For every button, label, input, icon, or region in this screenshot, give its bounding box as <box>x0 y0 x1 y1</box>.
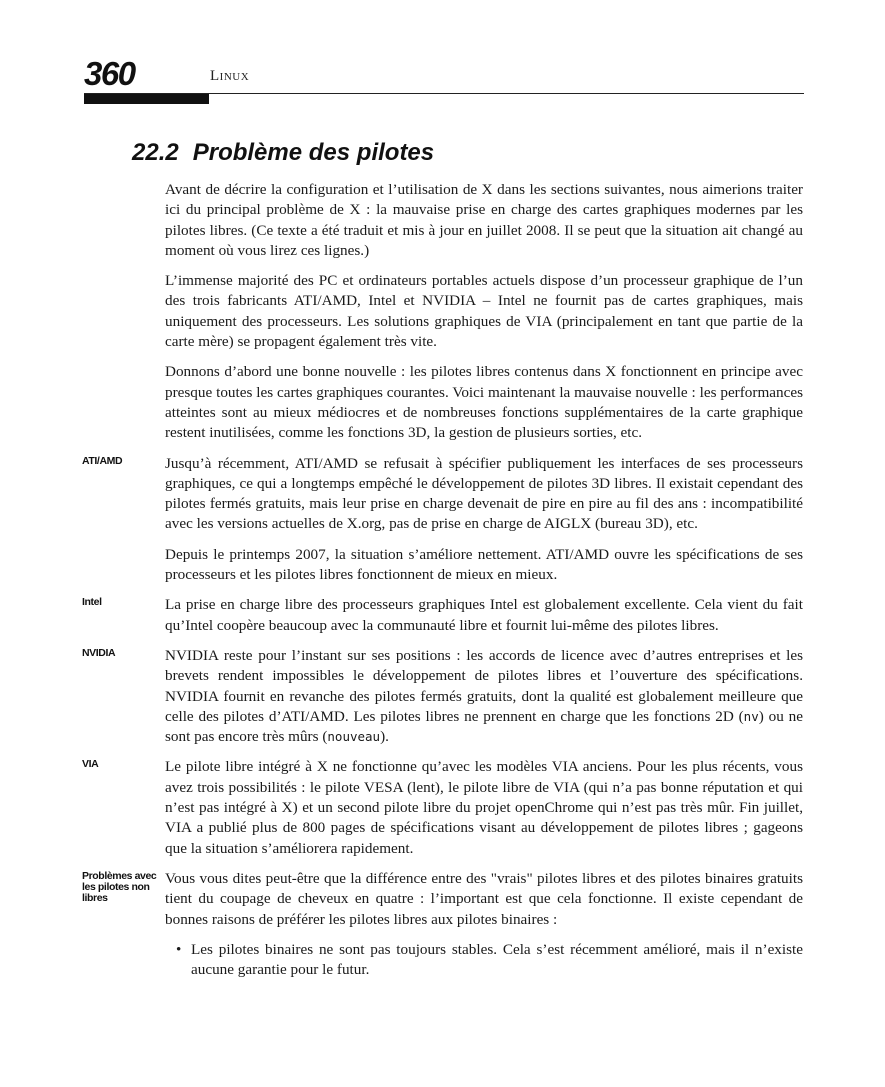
margin-note-ati-amd: ATI/AMD <box>82 454 123 467</box>
paragraph-nonfree-problems <box>82 869 803 930</box>
list-item: • Les pilotes binaires ne sont pas toujours stables. Cela s’est récemment amélioré, mais il n’existe aucune garantie pour le futur. <box>165 940 803 981</box>
section-number: 22.2 <box>132 139 179 166</box>
paragraph-text: La prise en charge libre des processeurs graphiques Intel est globalement excellente. Cela vient du fait qu’Intel coopère beaucoup avec la communauté libre et fournit lui-même des pilotes libres. <box>165 596 803 634</box>
paragraph-text: L’immense majorité des PC et ordinateurs portables actuels dispose d’un processeur graphique de l’un des trois fabricants ATI/AMD, Intel et NVIDIA – Intel ne fournit pas de cartes graphiques, mais uniquement des processeurs. Les solutions graphiques de VIA (principalement en tant que partie de la carte mère) se propagent également très vite. <box>165 272 803 351</box>
code-nv: nv <box>743 708 759 724</box>
paragraph-intel <box>82 595 803 636</box>
paragraph-text: Le pilote libre intégré à X ne fonctionne qu’avec les modèles VIA anciens. Pour les plus récents, vous avez trois possibilités : le pilote VESA (lent), le pilote libre de VIA (qui n’a pas bonne réputation et qui n’est pas intégré à X) et un second pilote libre du projet openChrome qui n’est pas très mûr. Fin juillet, VIA a publié plus de 800 pages de spécifications visant au développement de pilotes libres ; gageons que la situation s’améliorera rapidement. <box>165 758 803 857</box>
paragraph-text: NVIDIA reste pour l’instant sur ses positions : les accords de licence avec d’autres entreprises et les brevets rendent impossibles le développement de pilotes libres et l’ouverture des spécifications. NVIDIA fournit en revanche des pilotes fermés gratuits, dont la qualité est globalement meilleure que celle des pilotes d’ATI/AMD. Les pilotes libres ne prennent en charge que les fonctions 2D ( <box>165 646 803 725</box>
header-bar <box>84 94 209 104</box>
paragraph-text: Jusqu’à récemment, ATI/AMD se refusait à spécifier publiquement les interfaces de ses processeurs graphiques, ce qui a longtemps empêché le développement de pilotes 3D libres. Il existait cependant des pilotes fermés gratuits, mais leur prise en charge devenait de pire en pire au fil des ans : incompatibilité avec les versions actuelles de X.org, pas de prise en charge de AIGLX (bureau 3D), etc. <box>165 454 803 533</box>
paragraph-vendors <box>165 271 803 352</box>
paragraph-text: ) ou ne sont pas encore très mûrs ( <box>165 707 803 746</box>
page-number: 360 <box>84 55 135 92</box>
margin-note-intel: Intel <box>82 596 102 609</box>
paragraph-text: Avant de décrire la configuration et l’utilisation de X dans les sections suivantes, nous aimerions traiter ici du principal problème de X : la mauvaise prise en charge des cartes graphiques modernes par les pilotes libres. (Ce texte a été traduit et mis à jour en juillet 2008. Il se peut que la situation ait changé au moment où vous lirez ces lignes.) <box>165 181 803 259</box>
paragraph-good-news <box>165 362 803 443</box>
paragraph-text: Vous vous dites peut-être que la différence entre des "vrais" pilotes libres et des pilotes binaires gratuits tient du coupage de cheveux en quatre : l’important est que cela fonctionne. Il existe cependant de bonnes raisons de préférer les pilotes libres aux pilotes binaires : <box>165 869 803 928</box>
margin-note-nonfree: Problèmes avec les pilotes non libres <box>82 869 157 904</box>
bullet-list <box>165 940 803 981</box>
paragraph-via <box>82 757 803 858</box>
paragraph-text: Donnons d’abord une bonne nouvelle : les pilotes libres contenus dans X fonctionnent en principe avec presque toutes les cartes graphiques courantes. Voici maintenant la mauvaise nouvelle : les performances atteintes sont au mieux médiocres et de nombreuses fonctions supplémentaires de la carte graphique restent inutilisées, comme les fonctions 3D, la gestion de plusieurs sorties, etc. <box>165 363 803 442</box>
section-title <box>132 138 434 168</box>
margin-note-nvidia: NVIDIA <box>82 646 116 659</box>
body-text <box>82 180 803 980</box>
paragraph-text: Depuis le printemps 2007, la situation s’améliore nettement. ATI/AMD ouvre les spécifications de ses processeurs et les pilotes libres fonctionnent de mieux en mieux. <box>165 545 803 584</box>
paragraph-ati <box>82 454 803 535</box>
paragraph-nvidia <box>82 646 803 747</box>
code-nouveau: nouveau <box>327 729 381 745</box>
paragraph-ati-update <box>165 545 803 586</box>
margin-note-via: VIA <box>82 758 99 771</box>
running-head: Linux <box>210 68 250 84</box>
paragraph-intro <box>165 180 803 261</box>
paragraph-text: ). <box>380 728 389 746</box>
section-title-text: Problème des pilotes <box>192 139 435 166</box>
